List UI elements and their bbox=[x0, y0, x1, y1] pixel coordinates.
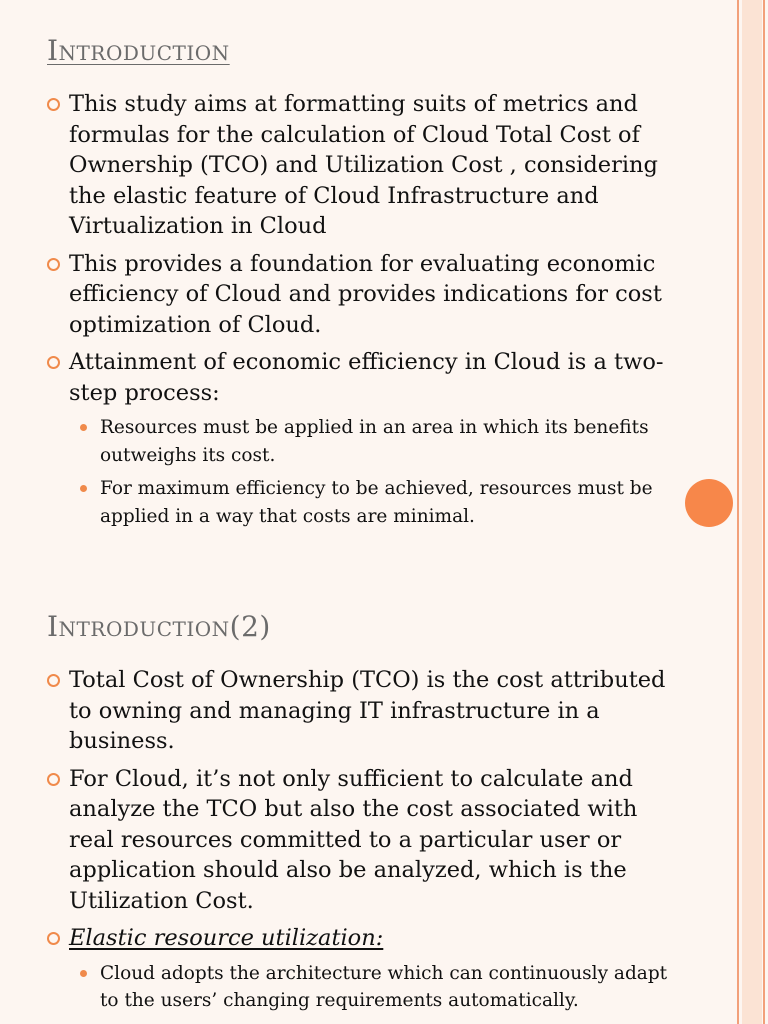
sub-bullet-list bbox=[69, 414, 687, 530]
sub-bullet-text: For maximum efficiency to be achieved, resources must be applied in a way that costs are minimal. bbox=[100, 478, 653, 527]
bullet-text: For Cloud, it’s not only sufficient to calculate and analyze the TCO but also the cost associated with real resources committed to a particular user or application should also be analyzed, which is the Utilization Cost. bbox=[69, 765, 638, 914]
bullet-list bbox=[47, 89, 687, 537]
list-item bbox=[47, 89, 687, 242]
list-item bbox=[47, 665, 687, 757]
slide-title: Introduction bbox=[47, 34, 230, 67]
list-item bbox=[47, 347, 687, 530]
decorative-stripe bbox=[742, 0, 762, 1024]
circle-bullet-icon bbox=[47, 356, 60, 369]
sub-list-item bbox=[69, 414, 687, 469]
circle-bullet-icon bbox=[47, 932, 60, 945]
list-item bbox=[47, 764, 687, 917]
dot-bullet-icon bbox=[80, 970, 87, 977]
sub-bullet-text: Cloud adopts the architecture which can continuously adapt to the users’ changing requirements automatically. bbox=[100, 962, 668, 1011]
decorative-stripe bbox=[737, 0, 739, 1024]
sub-list-item bbox=[69, 960, 687, 1015]
decorative-stripe bbox=[763, 0, 765, 1024]
bullet-text: Elastic resource utilization: bbox=[69, 925, 384, 951]
circle-bullet-icon bbox=[47, 258, 60, 271]
bullet-text: Total Cost of Ownership (TCO) is the cost attributed to owning and managing IT infrastructure in a business. bbox=[69, 667, 666, 754]
circle-bullet-icon bbox=[47, 98, 60, 111]
bullet-text: Attainment of economic efficiency in Cloud is a two-step process: bbox=[69, 349, 664, 406]
list-item bbox=[47, 249, 687, 341]
dot-bullet-icon bbox=[80, 485, 87, 492]
dot-bullet-icon bbox=[80, 424, 87, 431]
circle-bullet-icon bbox=[47, 773, 60, 786]
circle-bullet-icon bbox=[47, 674, 60, 687]
sub-list-item bbox=[69, 475, 687, 530]
slide-title: Introduction(2) bbox=[47, 610, 271, 643]
sub-bullet-text: Resources must be applied in an area in which its benefits outweighs its cost. bbox=[100, 417, 649, 466]
bullet-list bbox=[47, 665, 687, 1022]
sub-bullet-list bbox=[69, 960, 687, 1015]
decorative-circle bbox=[685, 479, 733, 527]
bullet-text: This provides a foundation for evaluating economic efficiency of Cloud and provides indications for cost optimization of Cloud. bbox=[69, 250, 662, 338]
bullet-text: This study aims at formatting suits of metrics and formulas for the calculation of Cloud Total Cost of Ownership (TCO) and Utilization Cost , considering the elastic feature of Cloud Infrastructure and Virtualization in Cloud bbox=[69, 91, 658, 239]
list-item bbox=[47, 923, 687, 1015]
